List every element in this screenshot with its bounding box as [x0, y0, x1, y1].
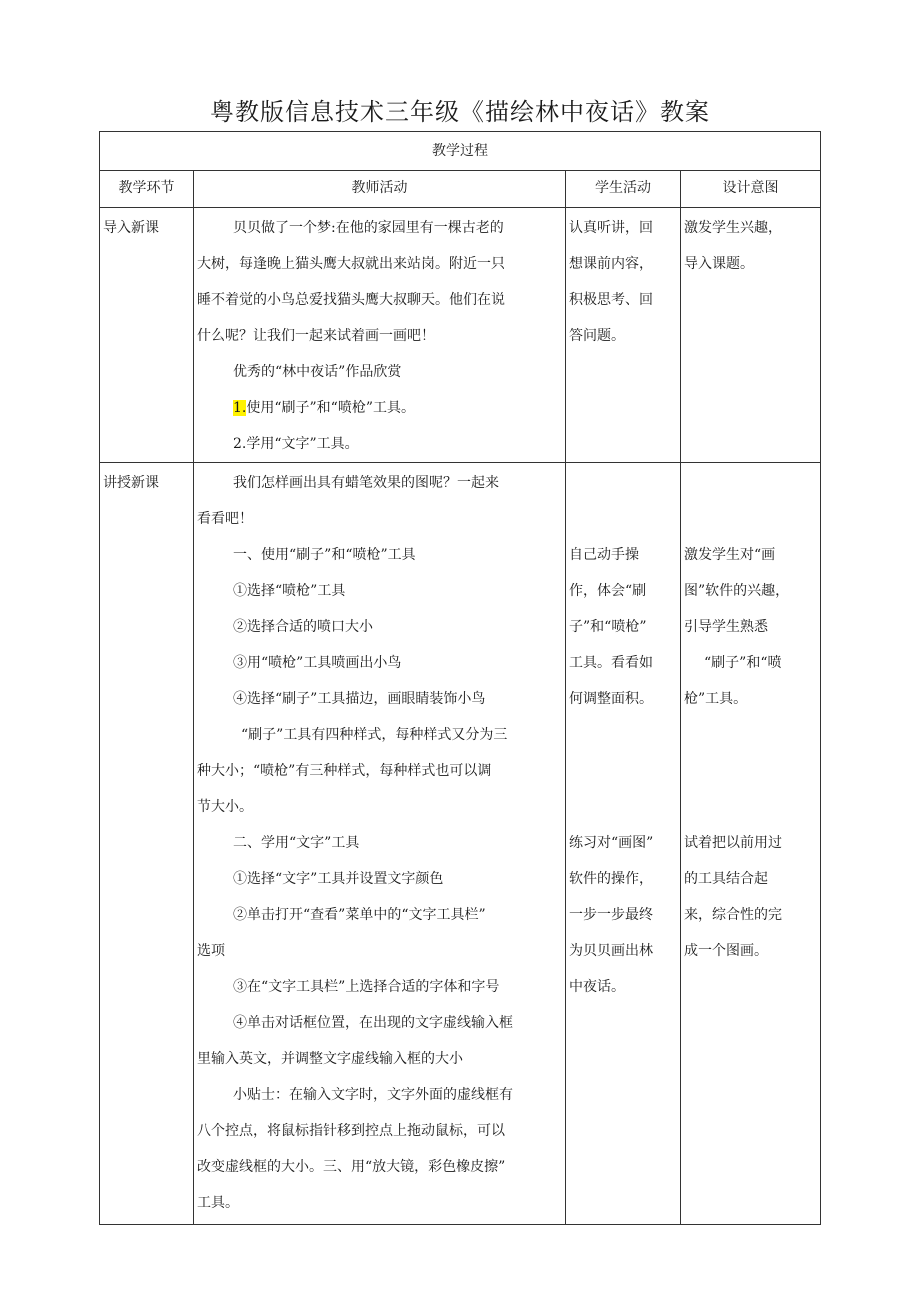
- part-1-note-line: “刷子”工具有四种样式，每种样式又分为三: [241, 727, 508, 743]
- student-line: 为贝贝画出林: [569, 943, 653, 959]
- student-line: 答问题。: [569, 328, 625, 344]
- teacher-activity-cell: [194, 463, 566, 1225]
- intro-line: 大树，每逢晚上猫头鹰大叔就出来站岗。附近一只: [197, 256, 505, 272]
- column-header-student: 学生活动: [566, 171, 681, 208]
- part-2-step: 选项: [197, 943, 225, 959]
- stage-cell: [100, 463, 194, 1225]
- spacer: [569, 789, 676, 825]
- table-row: [100, 208, 821, 463]
- intent-line: 激发学生对“画: [684, 547, 776, 563]
- tip-line: 改变虚线框的大小。三、用“放大镜，彩色橡皮擦”: [197, 1159, 506, 1175]
- intent-line: 枪”工具。: [684, 691, 748, 707]
- appreciation-line: 优秀的“林中夜话”作品欣赏: [233, 364, 402, 380]
- stage-cell: [100, 208, 194, 463]
- stage-label: 讲授新课: [103, 475, 159, 491]
- column-header-intent: 设计意图: [681, 171, 821, 208]
- part-1-note-line: 种大小；“喷枪”有三种样式，每种样式也可以调: [197, 763, 492, 779]
- spacer: [684, 501, 816, 537]
- question-line: 我们怎样画出具有蜡笔效果的图呢？一起来: [233, 475, 499, 491]
- section-header-row: [100, 132, 821, 171]
- spacer: [684, 789, 816, 825]
- part-2-step: ④单击对话框位置，在出现的文字虚线输入框: [233, 1015, 513, 1031]
- student-line: 何调整面积。: [569, 691, 653, 707]
- student-activity-cell: [566, 208, 681, 463]
- intro-line: 贝贝做了一个梦:在他的家园里有一棵古老的: [233, 220, 504, 236]
- item-1-line: [197, 390, 559, 426]
- part-2-title: 二、学用“文字”工具: [233, 835, 360, 851]
- tip-line: 小贴士：在输入文字时，文字外面的虚线框有: [233, 1087, 513, 1103]
- item-1-number: 1.: [233, 400, 247, 416]
- design-intent-cell: [681, 208, 821, 463]
- intent-line: 图”软件的兴趣，: [684, 583, 790, 599]
- part-1-step: ④选择“刷子”工具描边，画眼睛装饰小鸟: [233, 691, 486, 707]
- student-line: 中夜话。: [569, 979, 625, 995]
- item-1-text: 使用“刷子”和“喷枪”工具。: [246, 400, 415, 416]
- stage-label: 导入新课: [103, 220, 159, 236]
- student-line: 自己动手操: [569, 547, 639, 563]
- intent-line: 试着把以前用过: [684, 835, 782, 851]
- intent-line: 引导学生熟悉: [684, 619, 768, 635]
- tip-line: 八个控点，将鼠标指针移到控点上拖动鼠标，可以: [197, 1123, 505, 1139]
- student-line: 练习对“画图”: [569, 835, 654, 851]
- spacer: [684, 465, 816, 501]
- part-1-step: ③用“喷枪”工具喷画出小鸟: [233, 655, 402, 671]
- design-intent-cell: [681, 463, 821, 1225]
- part-2-step: ①选择“文字”工具并设置文字颜色: [233, 871, 444, 887]
- intent-line: 导入课题。: [684, 256, 754, 272]
- question-line: 看看吧！: [197, 511, 253, 527]
- intent-line: 激发学生兴趣，: [684, 220, 782, 236]
- intent-line: “刷子”和“喷: [704, 655, 782, 671]
- part-2-step: ③在“文字工具栏”上选择合适的字体和字号: [233, 979, 500, 995]
- teacher-activity-cell: [194, 208, 566, 463]
- spacer: [569, 465, 676, 501]
- column-header-teacher: 教师活动: [194, 171, 566, 208]
- student-line: 认真听讲，回: [569, 220, 653, 236]
- student-line: 积极思考、回: [569, 292, 653, 308]
- column-header-stage: 教学环节: [100, 171, 194, 208]
- part-1-note-line: 节大小。: [197, 799, 253, 815]
- part-2-step: ②单击打开“查看”菜单中的“文字工具栏”: [233, 907, 486, 923]
- student-line: 工具。看看如: [569, 655, 653, 671]
- item-2-line: 2.学用“文字”工具。: [233, 436, 359, 452]
- part-2-step: 里输入英文，并调整文字虚线输入框的大小: [197, 1051, 463, 1067]
- table-row: [100, 463, 821, 1225]
- student-activity-cell: [566, 463, 681, 1225]
- spacer: [684, 753, 816, 789]
- part-1-step: ②选择合适的喷口大小: [233, 619, 373, 635]
- intent-line: 来，综合性的完: [684, 907, 782, 923]
- part-1-step: ①选择“喷枪”工具: [233, 583, 346, 599]
- spacer: [569, 753, 676, 789]
- student-line: 作，体会“刷: [569, 583, 647, 599]
- student-line: 一步一步最终: [569, 907, 653, 923]
- intro-line: 什么呢？让我们一起来试着画一画吧！: [197, 328, 435, 344]
- tip-line: 工具。: [197, 1195, 239, 1211]
- lesson-plan-table: [99, 131, 821, 1225]
- part-1-title: 一、使用“刷子”和“喷枪”工具: [233, 547, 416, 563]
- spacer: [569, 501, 676, 537]
- spacer: [684, 717, 816, 753]
- student-line: 想课前内容，: [569, 256, 653, 272]
- student-line: 子”和“喷枪”: [569, 619, 647, 635]
- section-header: 教学过程: [100, 132, 821, 171]
- document-title: 粤教版信息技术三年级《描绘林中夜话》教案: [210, 98, 710, 126]
- student-line: 软件的操作，: [569, 871, 653, 887]
- intent-line: 成一个图画。: [684, 943, 768, 959]
- spacer: [569, 717, 676, 753]
- intro-line: 睡不着觉的小鸟总爱找猫头鹰大叔聊天。他们在说: [197, 292, 505, 308]
- intent-line: 的工具结合起: [684, 871, 768, 887]
- column-header-row: [100, 171, 821, 208]
